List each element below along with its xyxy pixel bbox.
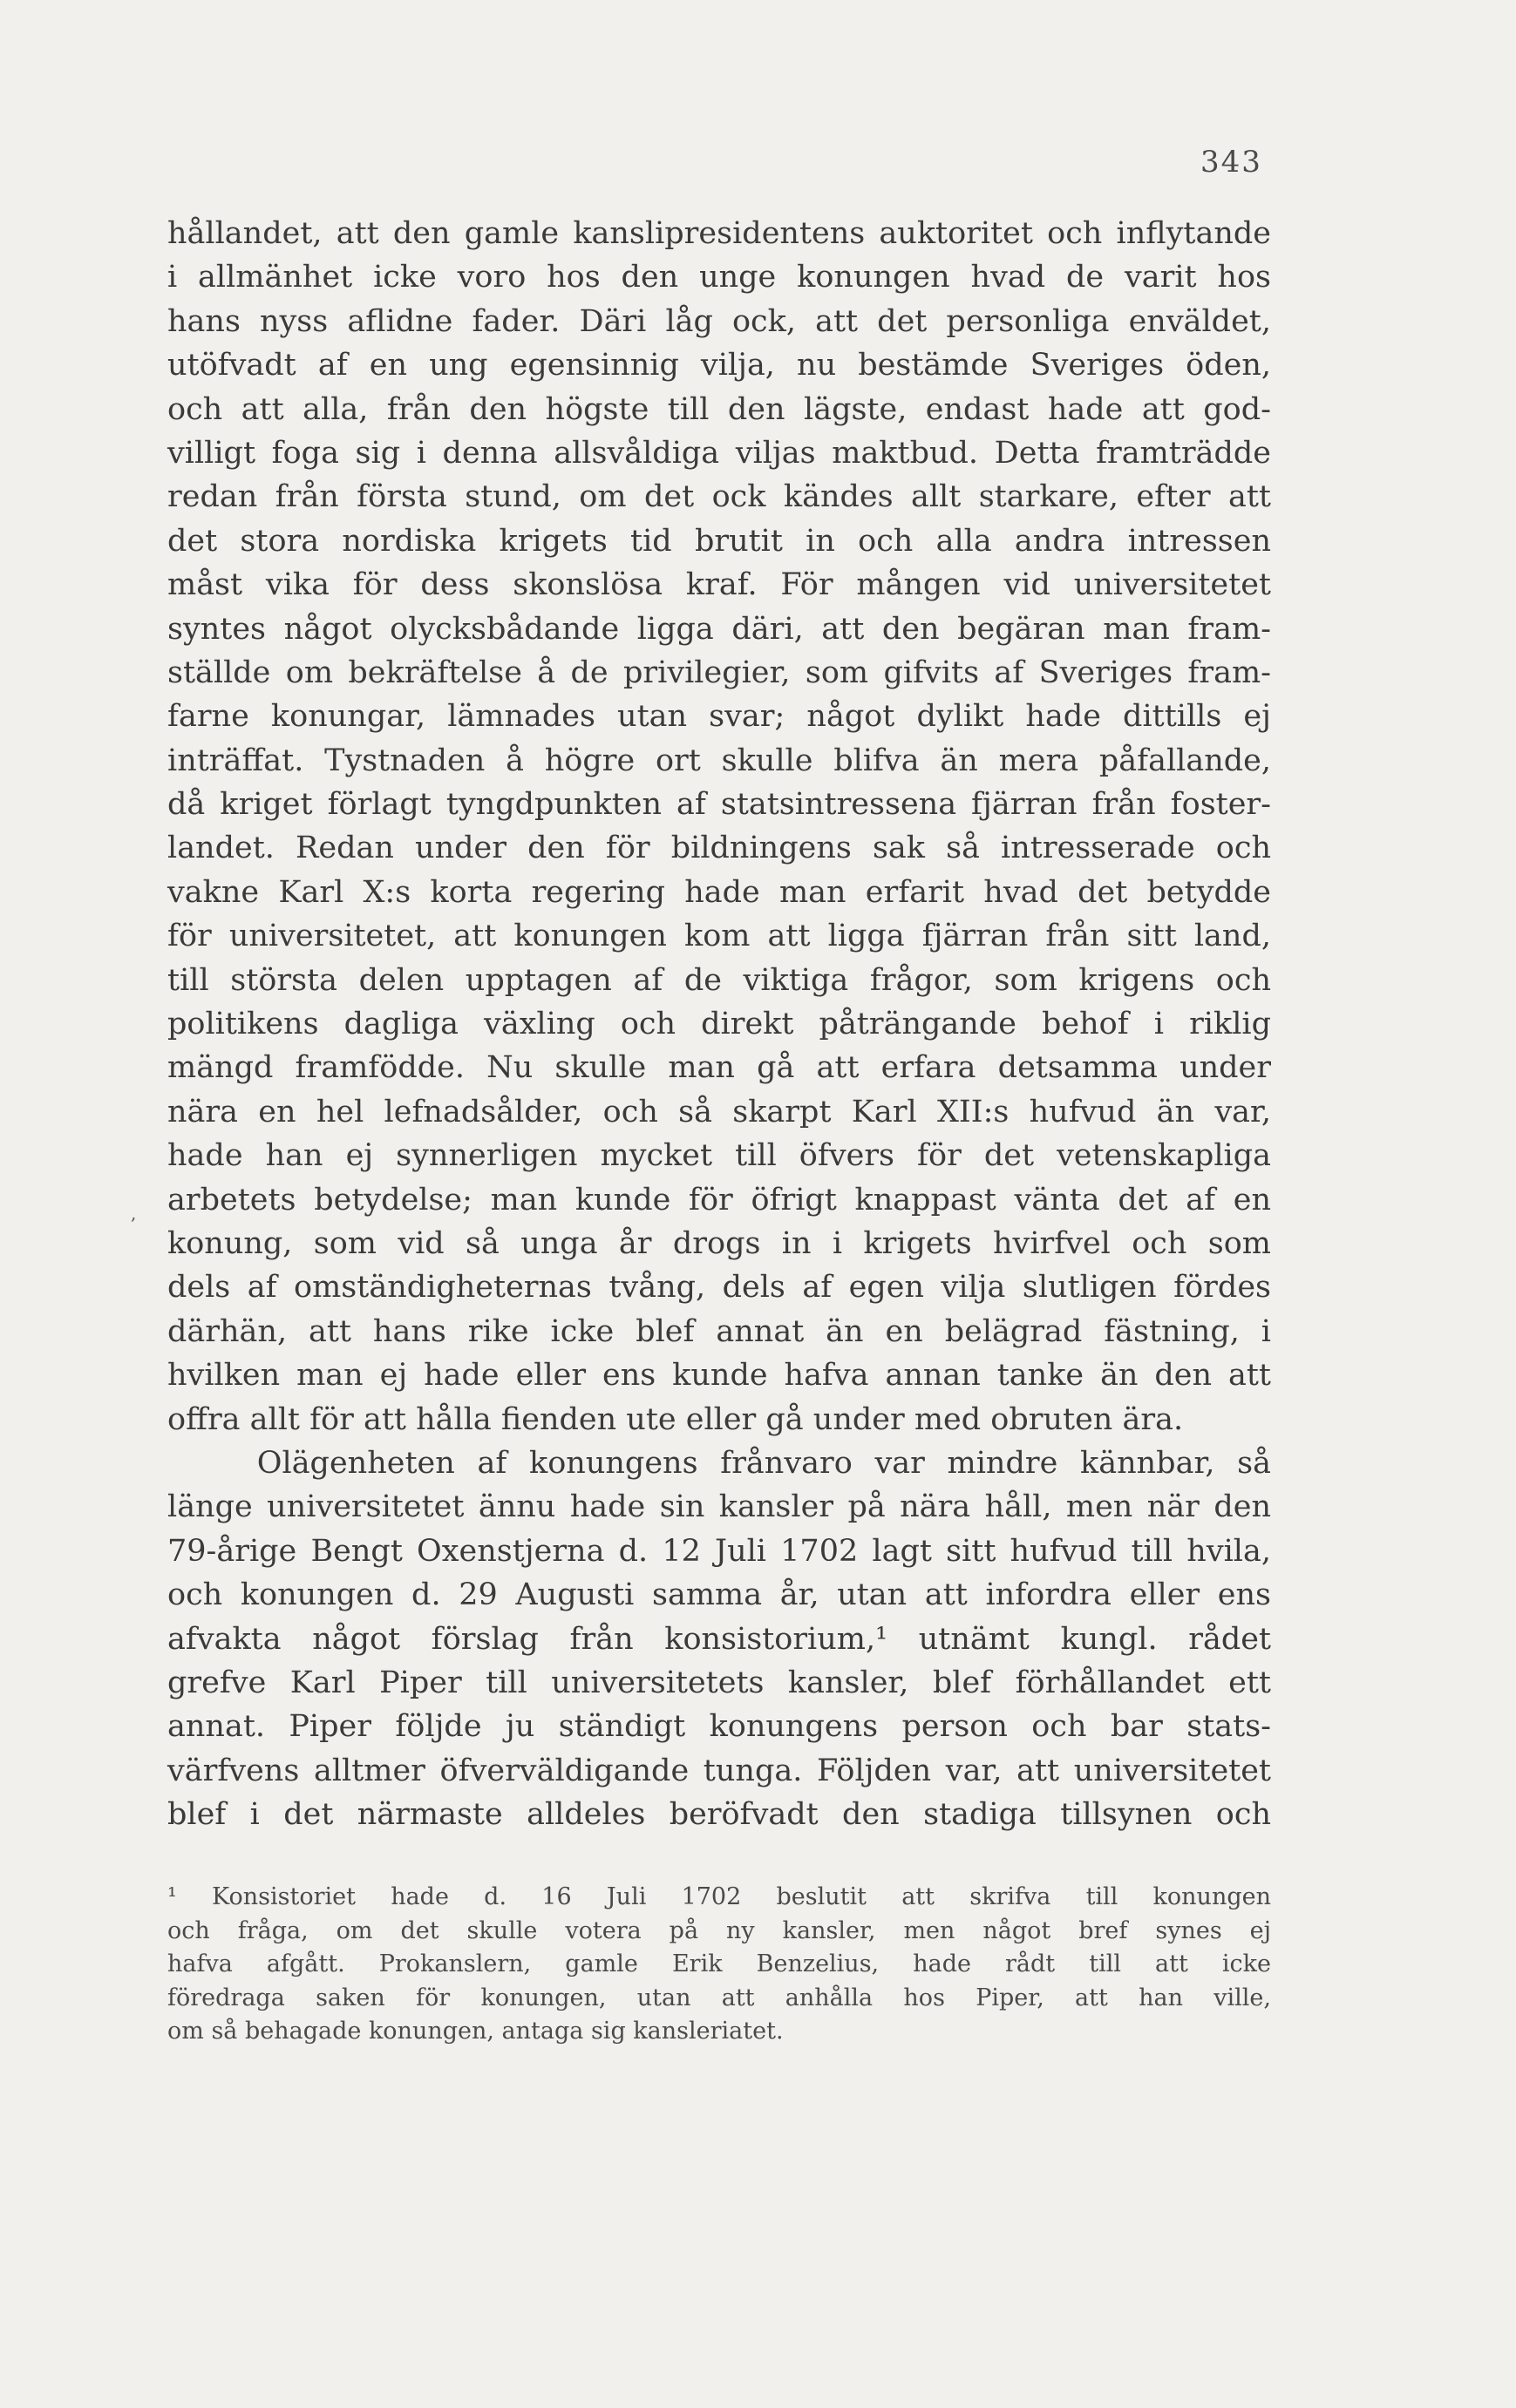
footnote-line: om så behagade konungen, antaga sig kansleriatet. bbox=[167, 2018, 784, 2045]
body-line: villigt foga sig i denna allsvåldiga viljas maktbud. Detta framträdde bbox=[167, 435, 1271, 471]
body-line: därhän, att hans rike icke blef annat än en belägrad fästning, i bbox=[167, 1313, 1271, 1349]
body-line: hvilken man ej hade eller ens kunde hafva annan tanke än den att bbox=[167, 1358, 1271, 1394]
body-line: mängd framfödde. Nu skulle man gå att erfara detsamma under bbox=[167, 1050, 1271, 1086]
body-line: landet. Redan under den för bildningens sak så intresserade och bbox=[167, 831, 1271, 866]
body-line: värfvens alltmer öfverväldigande tunga. Följden var, att universitetet bbox=[167, 1753, 1271, 1788]
body-line: Olägenheten af konungens frånvaro var mindre kännbar, så bbox=[167, 1445, 1271, 1481]
body-line: 79-årige Bengt Oxenstjerna d. 12 Juli 1702 lagt sitt hufvud till hvila, bbox=[167, 1533, 1271, 1569]
body-line: måst vika för dess skonslösa kraf. För mången vid universitetet bbox=[167, 567, 1271, 603]
body-line: och att alla, från den högste till den lägste, endast hade att god- bbox=[167, 391, 1271, 427]
body-line: det stora nordiska krigets tid brutit in och alla andra intressen bbox=[167, 523, 1271, 559]
body-line: redan från första stund, om det ock kändes allt starkare, efter att bbox=[167, 479, 1271, 515]
body-line: länge universitetet ännu hade sin kansler på nära håll, men när den bbox=[167, 1489, 1271, 1525]
body-line: till största delen upptagen af de viktiga frågor, som krigens och bbox=[167, 962, 1271, 998]
margin-mark: , bbox=[131, 1203, 137, 1224]
body-line: arbetets betydelse; man kunde för öfrigt knappast vänta det af en bbox=[167, 1182, 1271, 1218]
body-line: blef i det närmaste alldeles beröfvadt den stadiga tillsynen och bbox=[167, 1797, 1271, 1833]
body-line: då kriget förlagt tyngdpunkten af statsintressena fjärran från foster- bbox=[167, 787, 1271, 823]
footnotes bbox=[167, 1881, 1271, 2049]
body-line: grefve Karl Piper till universitetets kansler, blef förhållandet ett bbox=[167, 1665, 1271, 1700]
body-line: för universitetet, att konungen kom att ligga fjärran från sitt land, bbox=[167, 919, 1271, 954]
body-line: i allmänhet icke voro hos den unge konungen hvad de varit hos bbox=[167, 260, 1271, 295]
body-line: syntes något olycksbådande ligga däri, att den begäran man fram- bbox=[167, 611, 1271, 647]
body-line: konung, som vid så unga år drogs in i krigets hvirfvel och som bbox=[167, 1225, 1271, 1261]
body-line: vakne Karl X:s korta regering hade man erfarit hvad det betydde bbox=[167, 874, 1271, 910]
body-line: annat. Piper följde ju ständigt konungens person och bar stats- bbox=[167, 1709, 1271, 1745]
page-number: 343 bbox=[1200, 145, 1262, 180]
body-line: och konungen d. 29 Augusti samma år, utan att infordra eller ens bbox=[167, 1577, 1271, 1613]
body-line: dels af omständigheternas tvång, dels af egen vilja slutligen fördes bbox=[167, 1270, 1271, 1306]
body-text bbox=[167, 212, 1271, 1836]
body-line: hållandet, att den gamle kanslipresidentens auktoritet och inflytande bbox=[167, 216, 1271, 251]
body-line: politikens dagliga växling och direkt påträngande behof i riklig bbox=[167, 1007, 1271, 1042]
body-line: inträffat. Tystnaden å högre ort skulle blifva än mera påfallande, bbox=[167, 743, 1271, 778]
footnote-line: hafva afgått. Prokanslern, gamle Erik Benzelius, hade rådt till att icke bbox=[167, 1950, 1271, 1978]
body-line: farne konungar, lämnades utan svar; något dylikt hade dittills ej bbox=[167, 699, 1271, 735]
body-line: ställde om bekräftelse å de privilegier, som gifvits af Sveriges fram- bbox=[167, 655, 1271, 690]
body-line: afvakta något förslag från konsistorium,¹ utnämt kungl. rådet bbox=[167, 1621, 1271, 1657]
body-line: hans nyss aflidne fader. Däri låg ock, att det personliga enväldet, bbox=[167, 303, 1271, 339]
body-line: hade han ej synnerligen mycket till öfvers för det vetenskapliga bbox=[167, 1138, 1271, 1174]
footnote-line: föredraga saken för konungen, utan att anhålla hos Piper, att han ville, bbox=[167, 1984, 1271, 2011]
body-line: nära en hel lefnadsålder, och så skarpt Karl XII:s hufvud än var, bbox=[167, 1094, 1271, 1129]
footnote-line: och fråga, om det skulle votera på ny kansler, men något bref synes ej bbox=[167, 1916, 1271, 1944]
footnote-line: ¹ Konsistoriet hade d. 16 Juli 1702 beslutit att skrifva till konungen bbox=[167, 1883, 1271, 1910]
body-line: offra allt för att hålla fienden ute eller gå under med obruten ära. bbox=[167, 1401, 1184, 1437]
body-line: utöfvadt af en ung egensinnig vilja, nu bestämde Sveriges öden, bbox=[167, 348, 1271, 383]
